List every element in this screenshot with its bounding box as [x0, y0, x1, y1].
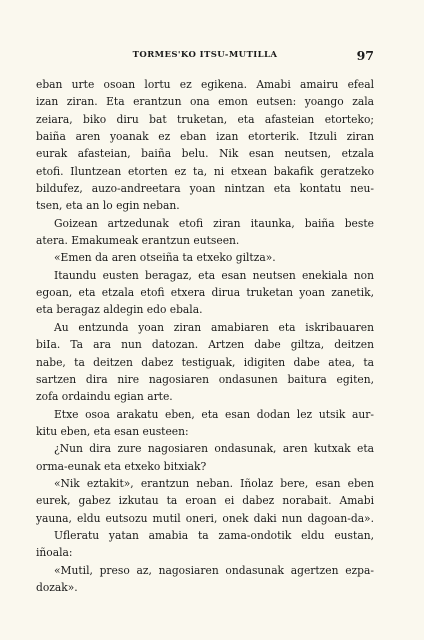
text-line: kitu eben, eta esan eusteen:	[36, 424, 189, 438]
text-line: izan ziran. Eta erantzun ona emon eutsen: yoango zala	[36, 95, 374, 109]
text-line: Etxe osoa arakatu eben, eta esan dodan lez utsik aur-	[54, 407, 374, 421]
text-line: etofi. Iluntzean etorten ez ta, ni etxean bakafik geratzeko	[36, 164, 374, 178]
page-header	[36, 50, 374, 66]
text-line: eurak afasteian, baiña belu. Nik esan neutsen, etzala	[36, 147, 374, 161]
text-line: tsen, eta an lo egin neban.	[36, 199, 180, 213]
text-line: zofa ordaindu egian arte.	[36, 390, 173, 404]
text-line: ¿Nun dira zure nagosiaren ondasunak, aren kutxak eta	[54, 442, 374, 456]
text-line: Au entzunda yoan ziran amabiaren eta iskribauaren	[54, 320, 374, 334]
body-text	[36, 76, 374, 596]
text-line: iñoala:	[36, 546, 73, 560]
text-line: eurek, gabez izkutau ta eroan ei dabez norabait. Amabi	[36, 494, 374, 508]
text-line: Goizean artzedunak etofi ziran itaunka, baiña beste	[54, 216, 374, 230]
text-line: eta beragaz aldegin edo ebala.	[36, 303, 203, 317]
text-line: Ufleratu yatan amabia ta zama-ondotik eldu eustan,	[54, 528, 374, 542]
running-title: TORMES'KO ITSU-MUTILLA	[132, 50, 278, 60]
text-line: dozak».	[36, 580, 78, 594]
text-line: baiña aren yoanak ez eban izan etorterik. Itzuli ziran	[36, 130, 374, 144]
text-line: zeiara, biko diru bat truketan, eta afasteian etorteko;	[36, 112, 374, 126]
text-line: egoan, eta etzala etofi etxera dirua truketan yoan zanetik,	[36, 286, 374, 300]
text-line: yauna, eldu eutsozu mutil oneri, onek daki nun dagoan-da».	[36, 511, 374, 525]
text-line: nabe, ta deitzen dabez testiguak, idigiten dabe atea, ta	[36, 355, 374, 369]
text-line: sartzen dira nire nagosiaren ondasunen baitura egiten,	[36, 372, 374, 386]
text-line: eban urte osoan lortu ez egikena. Amabi amairu efeal	[36, 78, 374, 91]
text-line: bildufez, auzo-andreetara yoan nintzan eta kontatu neu-	[36, 182, 374, 196]
text-line: «Emen da aren otseiña ta etxeko giltza».	[54, 251, 276, 265]
text-line: Itaundu eusten beragaz, eta esan neutsen enekiala non	[54, 268, 374, 282]
text-line: biIa. Ta ara nun datozan. Artzen dabe giltza, deitzen	[36, 338, 374, 352]
text-line: «Nik eztakit», erantzun neban. Iñolaz bere, esan eben	[54, 476, 374, 490]
text-line: «Mutil, preso az, nagosiaren ondasunak agertzen ezpa-	[54, 563, 374, 577]
text-line: atera. Emakumeak erantzun eutseen.	[36, 234, 240, 248]
page-number: 97	[356, 48, 374, 63]
text-line: orma-eunak eta etxeko bitxiak?	[36, 459, 207, 473]
